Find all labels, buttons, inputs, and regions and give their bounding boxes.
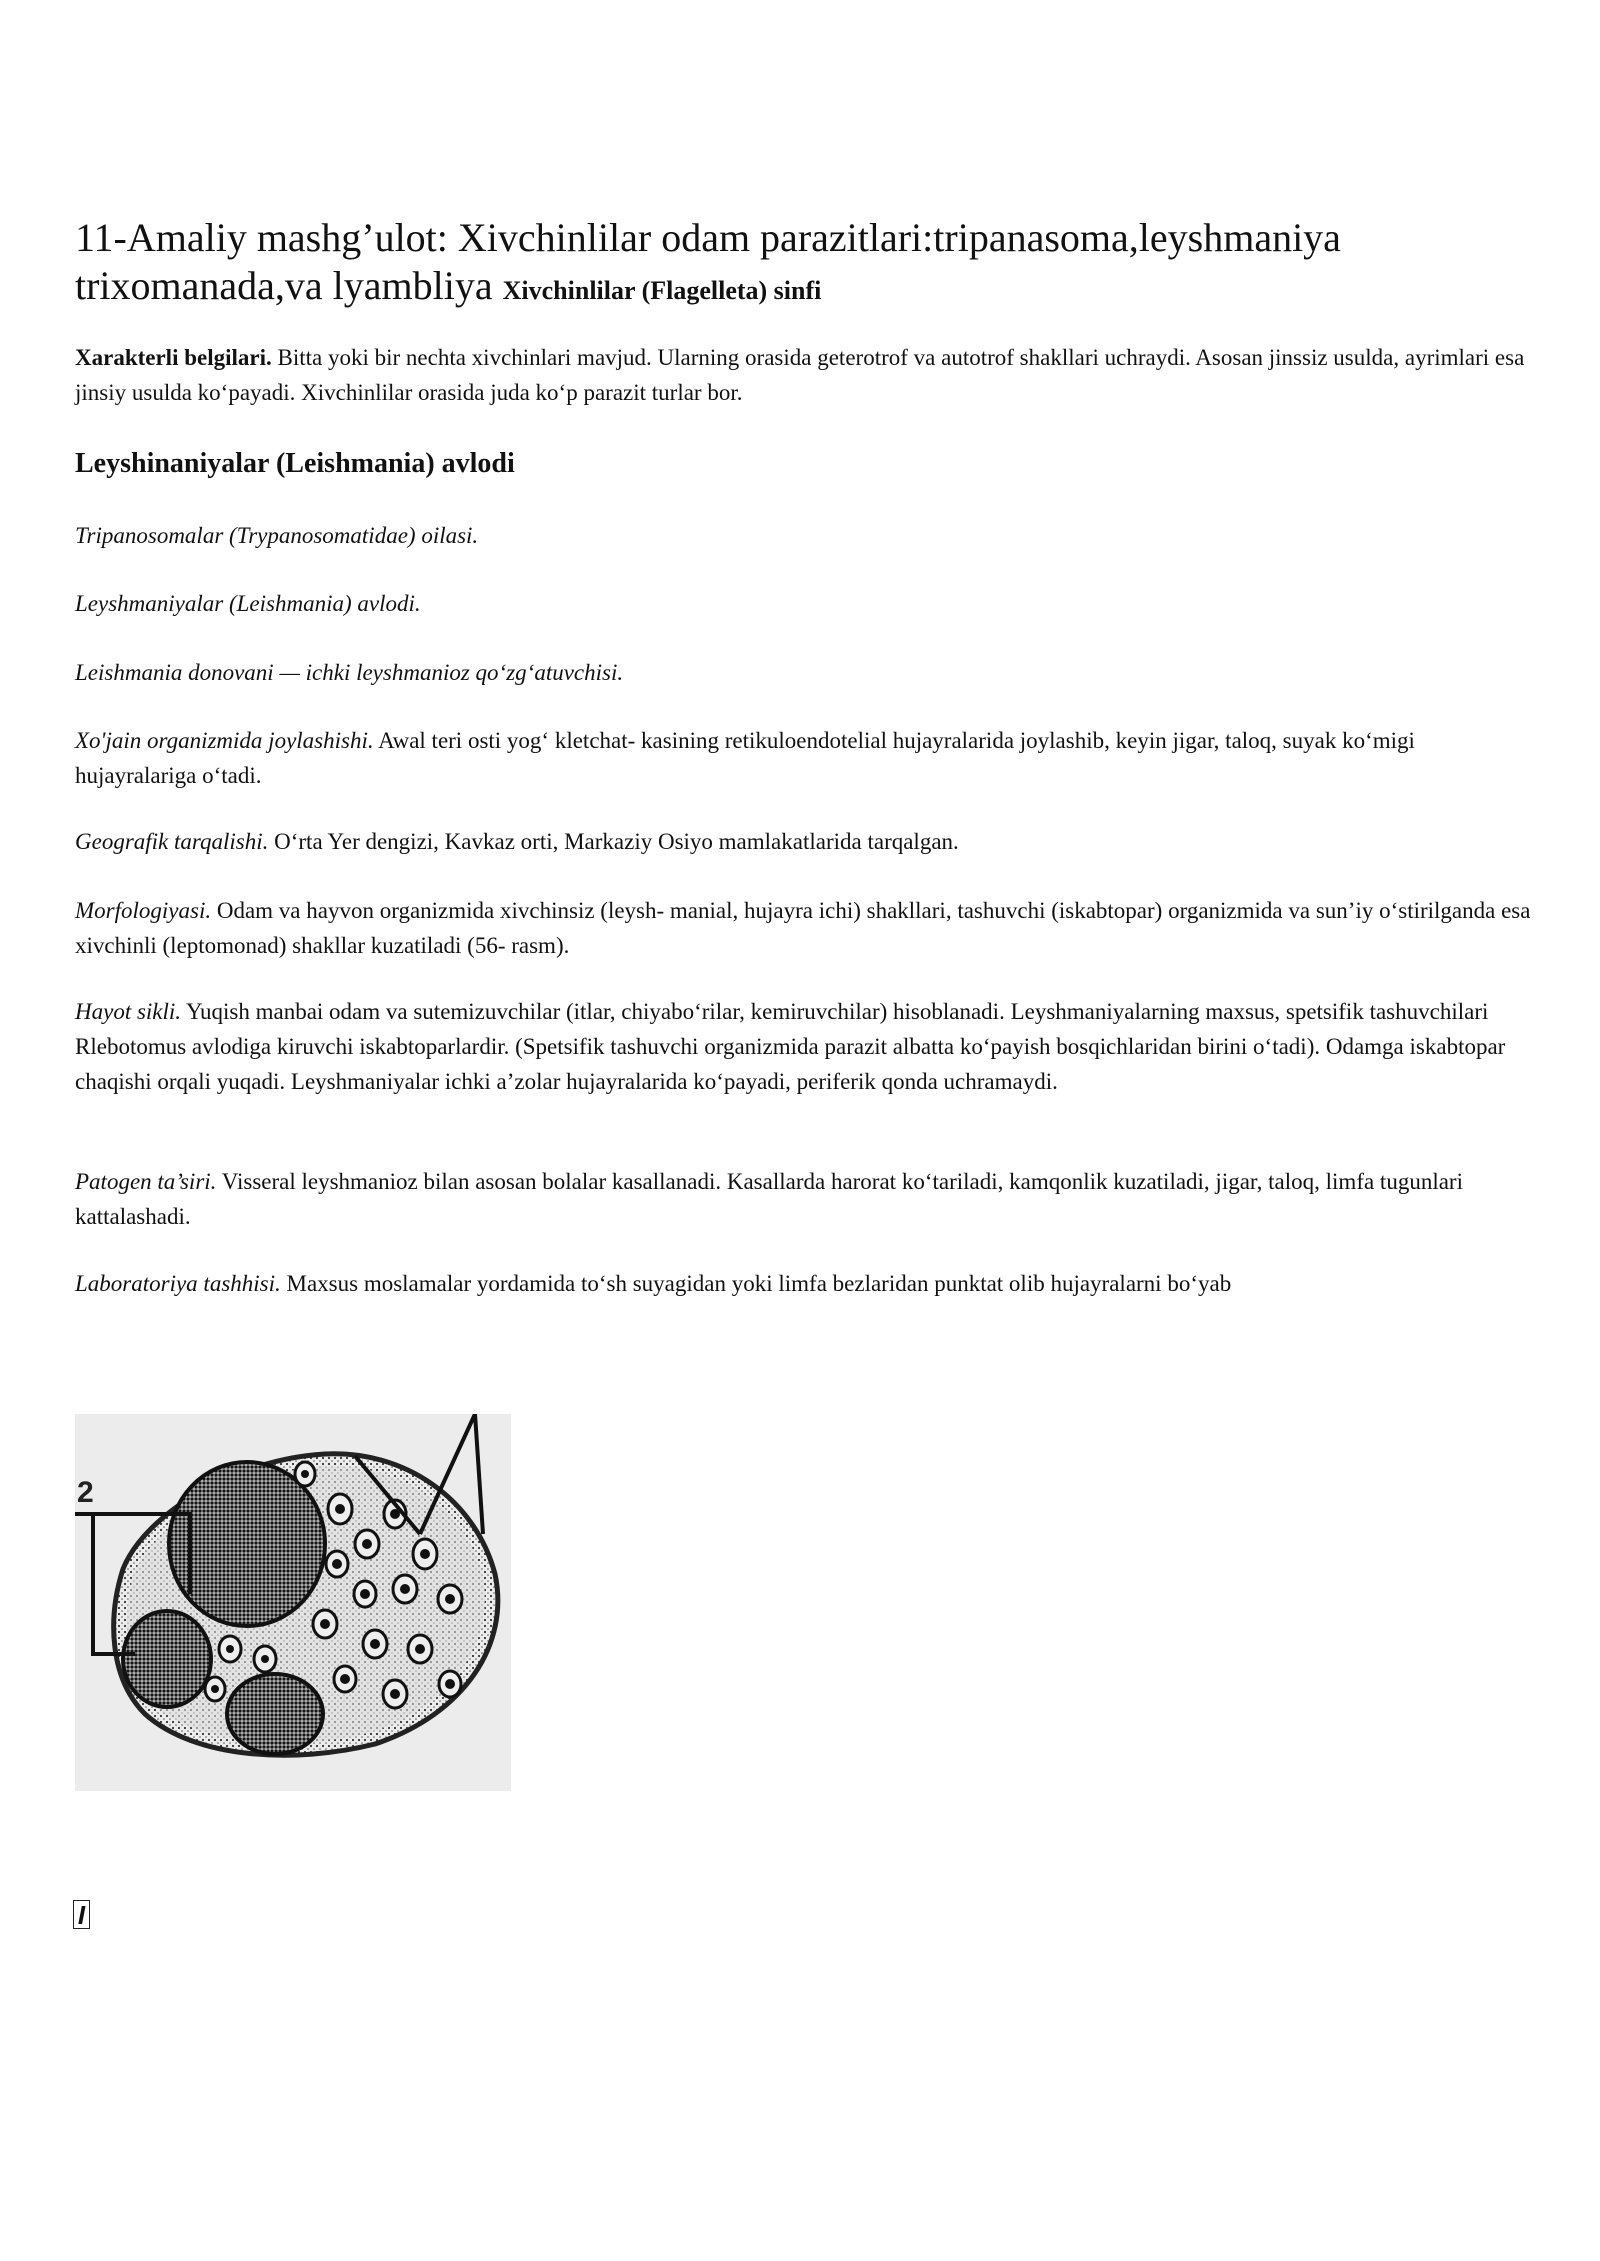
intro-lead: Xarakterli belgilari. [75, 345, 272, 370]
location-paragraph [75, 723, 1535, 793]
title-subtitle: Xivchinlilar (Flagelleta) sinfi [502, 276, 822, 305]
location-text: Awal teri osti yog‘ kletchat- kasining retikuloendotelial hujayralarida joylashib, keyin jigar, taloq, suyak ko‘migi hujayralariga o‘tadi. [75, 728, 1415, 788]
section-heading: Leyshinaniyalar (Leishmania) avlodi [75, 448, 515, 479]
intro-text: Bitta yoki bir nechta xivchinlari mavjud. Ularning orasida geterotrof va autotrof shakllari uchraydi. Asosan jinssiz usulda, ayrimlari esa jinsiy usulda ko‘payadi. Xivchinlilar orasida juda ko‘p parazit turlar bor. [75, 345, 1525, 405]
morphology-text: Odam va hayvon organizmida xivchinsiz (leysh- manial, hujayra ichi) shakllari, tashuvchi (iskabtopar) organizmida va sun’iy o‘stirilganda esa xivchinli (leptomonad) shakllar kuzatiladi (56- rasm). [75, 898, 1531, 958]
page-marker: I [73, 1900, 90, 1929]
diagnosis-paragraph [75, 1266, 1535, 1301]
pathogen-lead: Patogen ta’siri. [75, 1169, 217, 1194]
genus-text: Leyshmaniyalar (Leishmania) avlodi. [75, 591, 421, 616]
page-title [75, 214, 1535, 315]
pathogen-paragraph [75, 1164, 1535, 1234]
leishmania-cell-illustration [75, 1414, 511, 1791]
geography-paragraph [75, 824, 1535, 859]
geography-text: O‘rta Yer dengizi, Kavkaz orti, Markaziy Osiyo mamlakatlarida tarqalgan. [268, 829, 959, 854]
species-text: Leishmania donovani — ichki leyshmanioz qo‘zg‘atuvchisi. [75, 660, 624, 685]
location-lead: Xo'jain organizmida joylashishi. [75, 728, 374, 753]
lifecycle-lead: Hayot sikli. [75, 999, 182, 1024]
pathogen-text: Visseral leyshmanioz bilan asosan bolalar kasallanadi. Kasallarda harorat ko‘tariladi, kamqonlik kuzatiladi, jigar, taloq, limfa tugunlari kattalashadi. [75, 1169, 1463, 1229]
title-main: 11-Amaliy mashg’ulot: Xivchinlilar odam parazitlari:tripanasoma,leyshmaniya trixomanada,va lyambliya [75, 215, 1341, 308]
family-text: Tripanosomalar (Trypanosomatidae) oilasi. [75, 523, 479, 548]
family-line [75, 518, 1535, 553]
genus-line [75, 586, 1535, 621]
diagnosis-lead: Laboratoriya tashhisi. [75, 1271, 281, 1296]
morphology-lead: Morfologiyasi. [75, 898, 212, 923]
lifecycle-text: Yuqish manbai odam va sutemizuvchilar (itlar, chiyabo‘rilar, kemiruvchilar) hisoblanadi. Leyshmaniyalarning maxsus, spetsifik tashuvchilari Rlebotomus avlodiga kiruvchi iskabtoparlardir. (Spetsifik tashuvchi organizmida parazit albatta ko‘payish bosqichlaridan birini o‘tadi). Odamga iskabtopar chaqishi orqali yuqadi. Leyshmaniyalar ichki a’zolar hujayralarida ko‘payadi, periferik qonda uchramaydi. [75, 999, 1506, 1094]
diagnosis-text: Maxsus moslamalar yordamida to‘sh suyagidan yoki limfa bezlaridan punktat olib hujayralarni bo‘yab [280, 1271, 1232, 1296]
lifecycle-paragraph [75, 994, 1535, 1099]
species-line [75, 655, 1535, 690]
figure-label-2: 2 [77, 1476, 94, 1509]
intro-paragraph [75, 340, 1535, 410]
geography-lead: Geografik tarqalishi. [75, 829, 269, 854]
morphology-paragraph [75, 893, 1535, 963]
